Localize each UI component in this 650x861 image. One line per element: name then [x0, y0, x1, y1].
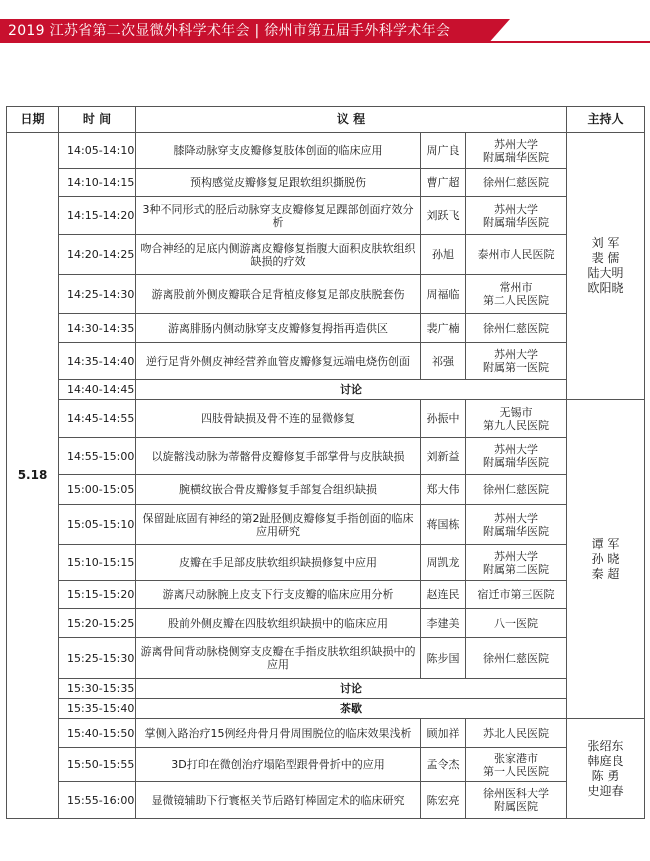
institution-line: 附属瑞华医院	[483, 524, 550, 538]
speaker-cell: 刘跃飞	[421, 197, 466, 235]
topic-cell: 腕横纹嵌合骨皮瓣修复手部复合组织缺损	[136, 475, 421, 505]
institution-cell	[466, 197, 567, 235]
time-cell: 15:10-15:15	[59, 545, 136, 581]
topic-cell: 3D打印在微创治疗塌陷型跟骨骨折中的应用	[136, 748, 421, 782]
institution-cell	[466, 133, 567, 169]
institution-cell	[466, 581, 567, 609]
institution-cell	[466, 314, 567, 343]
time-cell: 14:55-15:00	[59, 438, 136, 475]
institution-line: 苏州大学	[494, 511, 539, 525]
time-cell: 14:25-14:30	[59, 275, 136, 314]
speaker-cell: 郑大伟	[421, 475, 466, 505]
institution-line: 宿迁市第三医院	[477, 588, 555, 601]
table-row	[7, 699, 645, 719]
host-cell	[567, 133, 645, 400]
institution-cell	[466, 343, 567, 380]
topic-cell: 以旋髂浅动脉为蒂髂骨皮瓣修复手部掌骨与皮肤缺损	[136, 438, 421, 475]
topic-cell: 预构感觉皮瓣修复足跟软组织撕脱伤	[136, 169, 421, 197]
speaker-cell: 祁强	[421, 343, 466, 380]
institution-line: 附属瑞华医院	[483, 215, 550, 229]
host-name: 秦 超	[591, 566, 620, 581]
time-cell: 15:30-15:35	[59, 679, 136, 699]
topic-cell: 皮瓣在手足部皮肤软组织缺损修复中应用	[136, 545, 421, 581]
institution-line: 附属医院	[494, 800, 539, 813]
host-name: 刘 军	[591, 236, 620, 250]
host-name: 陆大明	[587, 266, 624, 280]
table-row	[7, 505, 645, 545]
header-agenda: 议 程	[136, 107, 567, 133]
time-cell: 14:15-14:20	[59, 197, 136, 235]
institution-line: 苏州大学	[494, 137, 539, 151]
time-cell: 14:05-14:10	[59, 133, 136, 169]
topic-cell: 股前外侧皮瓣在四肢软组织缺损中的临床应用	[136, 609, 421, 638]
speaker-cell: 裴广楠	[421, 314, 466, 343]
speaker-cell: 刘新益	[421, 438, 466, 475]
table-row	[7, 314, 645, 343]
host-name: 陈 勇	[591, 768, 620, 783]
topic-cell: 保留趾底固有神经的第2趾胫侧皮瓣修复手指创面的临床应用研究	[136, 505, 421, 545]
institution-cell	[466, 545, 567, 581]
institution-line: 附属瑞华医院	[483, 150, 550, 164]
host-cell	[567, 400, 645, 719]
speaker-cell: 孙振中	[421, 400, 466, 438]
institution-line: 徐州仁慈医院	[483, 176, 550, 189]
institution-line: 第九人民医院	[483, 418, 550, 432]
table-row	[7, 679, 645, 699]
institution-cell	[466, 638, 567, 679]
institution-line: 徐州医科大学	[483, 787, 550, 800]
host-name: 谭 军	[591, 536, 620, 551]
institution-cell	[466, 400, 567, 438]
topic-cell: 掌侧入路治疗15例经舟骨月骨周围脱位的临床效果浅析	[136, 719, 421, 748]
time-cell: 14:30-14:35	[59, 314, 136, 343]
date-cell: 5.18	[7, 133, 59, 819]
table-row	[7, 438, 645, 475]
header-date: 日期	[7, 107, 59, 133]
table-row	[7, 380, 645, 400]
table-row	[7, 133, 645, 169]
table-row	[7, 545, 645, 581]
time-cell: 15:20-15:25	[59, 609, 136, 638]
time-cell: 15:55-16:00	[59, 782, 136, 819]
table-header-row	[7, 107, 645, 133]
time-cell: 15:25-15:30	[59, 638, 136, 679]
table-row	[7, 748, 645, 782]
institution-line: 常州市	[499, 281, 533, 294]
institution-line: 苏州大学	[494, 443, 539, 456]
section-label: 讨论	[136, 380, 567, 400]
table-row	[7, 719, 645, 748]
time-cell: 15:35-15:40	[59, 699, 136, 719]
table-row	[7, 197, 645, 235]
topic-cell: 游离股前外侧皮瓣联合足背植皮修复足部皮肤脱套伤	[136, 275, 421, 314]
topic-cell: 游离腓肠内侧动脉穿支皮瓣修复拇指再造供区	[136, 314, 421, 343]
time-cell: 15:15-15:20	[59, 581, 136, 609]
time-cell: 15:05-15:10	[59, 505, 136, 545]
host-cell	[567, 719, 645, 819]
topic-cell: 显微镜辅助下行寰枢关节后路钉棒固定术的临床研究	[136, 782, 421, 819]
institution-line: 第二人民医院	[483, 294, 550, 307]
speaker-cell: 孙旭	[421, 235, 466, 275]
table-row	[7, 400, 645, 438]
institution-line: 苏州大学	[494, 549, 539, 563]
host-name: 史迎春	[587, 783, 624, 798]
institution-line: 苏北人民医院	[483, 726, 550, 740]
table-row	[7, 235, 645, 275]
agenda-table	[6, 106, 645, 819]
header-time: 时 间	[59, 107, 136, 133]
speaker-cell: 李建美	[421, 609, 466, 638]
time-cell: 14:40-14:45	[59, 380, 136, 400]
table-row	[7, 638, 645, 679]
table-row	[7, 609, 645, 638]
section-label: 讨论	[136, 679, 567, 699]
speaker-cell: 周广良	[421, 133, 466, 169]
table-row	[7, 581, 645, 609]
institution-line: 附属瑞华医院	[483, 456, 550, 469]
host-name: 裴 儒	[591, 251, 620, 265]
speaker-cell: 蒋国栋	[421, 505, 466, 545]
host-name: 张绍东	[587, 738, 624, 753]
speaker-cell: 顾加祥	[421, 719, 466, 748]
institution-line: 张家港市	[494, 751, 539, 765]
topic-cell: 3种不同形式的胫后动脉穿支皮瓣修复足踝部创面疗效分析	[136, 197, 421, 235]
banner-title: 2019 江苏省第二次显微外科学术年会 | 徐州市第五届手外科学术年会	[8, 23, 451, 39]
institution-cell	[466, 719, 567, 748]
speaker-cell: 曹广超	[421, 169, 466, 197]
host-name: 韩庭良	[587, 753, 624, 768]
header-banner	[0, 0, 650, 45]
time-cell: 14:35-14:40	[59, 343, 136, 380]
time-cell: 15:00-15:05	[59, 475, 136, 505]
table-row	[7, 475, 645, 505]
section-label: 茶歇	[136, 699, 567, 719]
institution-cell	[466, 505, 567, 545]
time-cell: 14:10-14:15	[59, 169, 136, 197]
institution-line: 苏州大学	[494, 348, 539, 361]
institution-cell	[466, 169, 567, 197]
institution-cell	[466, 748, 567, 782]
topic-cell: 膝降动脉穿支皮瓣修复肢体创面的临床应用	[136, 133, 421, 169]
speaker-cell: 赵连民	[421, 581, 466, 609]
topic-cell: 游离尺动脉腕上皮支下行支皮瓣的临床应用分析	[136, 581, 421, 609]
time-cell: 14:20-14:25	[59, 235, 136, 275]
time-cell: 15:50-15:55	[59, 748, 136, 782]
agenda-body	[7, 133, 645, 819]
header-host: 主持人	[567, 107, 645, 133]
time-cell: 15:40-15:50	[59, 719, 136, 748]
table-row	[7, 343, 645, 380]
institution-line: 附属第一医院	[483, 361, 550, 374]
time-cell: 14:45-14:55	[59, 400, 136, 438]
speaker-cell: 周凯龙	[421, 545, 466, 581]
institution-line: 苏州大学	[494, 202, 539, 216]
table-row	[7, 169, 645, 197]
institution-line: 泰州市人民医院	[477, 248, 555, 261]
institution-cell	[466, 782, 567, 819]
institution-cell	[466, 609, 567, 638]
host-name: 孙 晓	[591, 551, 620, 566]
host-name: 欧阳晓	[587, 281, 624, 295]
table-row	[7, 275, 645, 314]
institution-line: 无锡市	[499, 405, 533, 419]
topic-cell: 吻合神经的足底内侧游离皮瓣修复指腹大面积皮肤软组织缺损的疗效	[136, 235, 421, 275]
institution-line: 徐州仁慈医院	[483, 651, 550, 665]
topic-cell: 逆行足背外侧皮神经营养血管皮瓣修复远端电烧伤创面	[136, 343, 421, 380]
topic-cell: 四肢骨缺损及骨不连的显微修复	[136, 400, 421, 438]
institution-cell	[466, 275, 567, 314]
table-row	[7, 782, 645, 819]
topic-cell: 游离骨间背动脉桡侧穿支皮瓣在手指皮肤软组织缺损中的应用	[136, 638, 421, 679]
speaker-cell: 孟令杰	[421, 748, 466, 782]
institution-line: 附属第二医院	[483, 562, 550, 576]
institution-line: 徐州仁慈医院	[483, 483, 550, 496]
institution-line: 第一人民医院	[483, 764, 550, 778]
institution-cell	[466, 438, 567, 475]
institution-cell	[466, 235, 567, 275]
speaker-cell: 周福临	[421, 275, 466, 314]
institution-line: 八一医院	[494, 616, 539, 630]
institution-cell	[466, 475, 567, 505]
speaker-cell: 陈宏亮	[421, 782, 466, 819]
speaker-cell: 陈步国	[421, 638, 466, 679]
institution-line: 徐州仁慈医院	[483, 321, 550, 335]
